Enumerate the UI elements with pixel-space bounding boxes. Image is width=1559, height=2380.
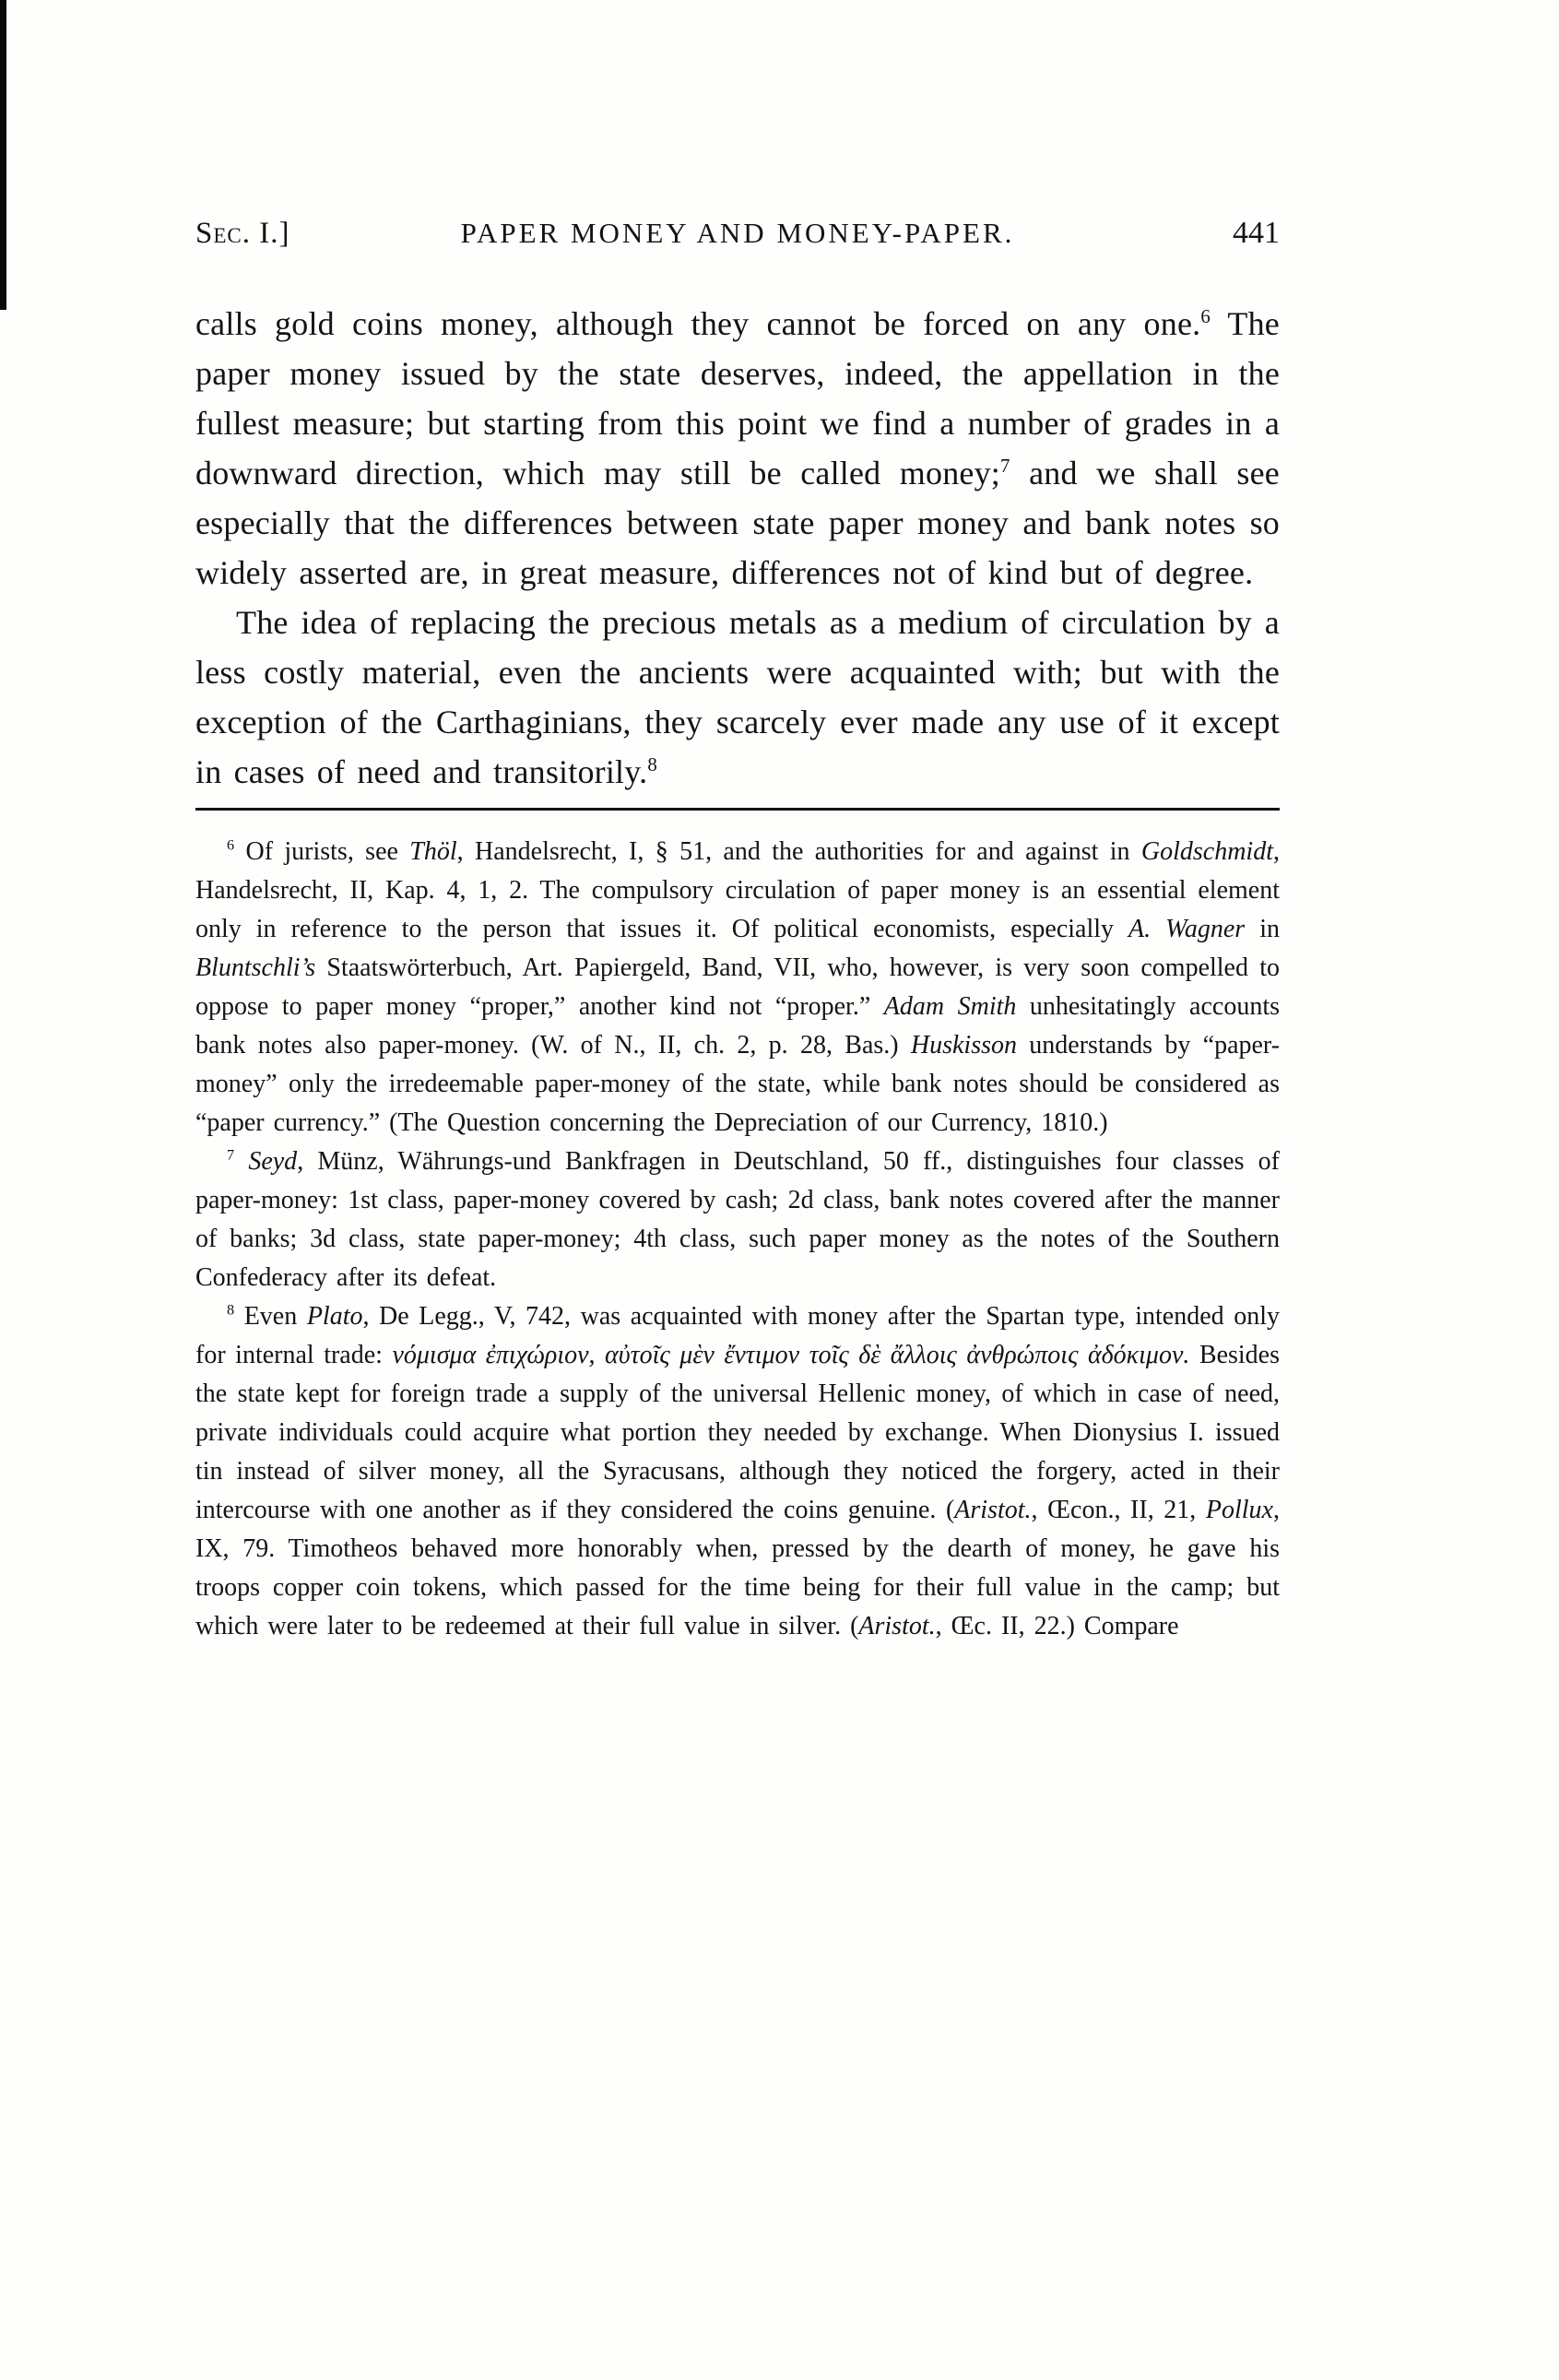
- page-content: [195, 216, 1280, 1646]
- body-paragraph-2: The idea of replacing the precious metals as a medium of circulation by a less costly material, even the ancients were acquainted with; but with the exception of the Carthaginians, they scarcely ever made any use of it except in cases of need and transitorily.$^8$: [195, 604, 1280, 790]
- footnote-rule: [195, 808, 1280, 811]
- footnote-8: $^8$ Even Plato, De Legg., V, 742, was acquainted with money after the Spartan type, intended only for internal trade: νόμισμα ἐπιχώριον, αὐτοῖς μὲν ἔντιμον τοῖς δὲ ἄλλοις ἀνθρώποις ἀδόκιμον. Besides the state kept for foreign trade a supply of the universal Hellenic money, of which in case of need, private individuals could acquire what portion they needed by exchange. When Dionysius I. issued tin instead of silver money, all the Syracusans, although they noticed the forgery, acted in their intercourse with one another as if they considered the coins genuine. (Aristot., Œcon., II, 21, Pollux, IX, 79. Timotheos behaved more honorably when, pressed by the dearth of money, he gave his troops copper coin tokens, which passed for the time being for their full value in the camp; but which were later to be redeemed at their full value in silver. (Aristot., Œc. II, 22.) Compare: [195, 1301, 1281, 1640]
- footnote-6: $^6$ Of jurists, see Thöl, Handelsrecht, I, § 51, and the authorities for and against in Goldschmidt, Handelsrecht, II, Kap. 4, 1, 2. The compulsory circulation of paper money is an essential element only in reference to the person that issues it. Of political economists, especially A. Wagner in Bluntschli’s Staatswörterbuch, Art. Papiergeld, Band, VII, who, however, is very soon compelled to oppose to paper money “proper,” another kind not “proper.” Adam Smith unhesitatingly accounts bank notes also paper-money. (W. of N., II, ch. 2, p. 28, Bas.) Huskisson understands by “paper-money” only the irredeemable paper-money of the state, while bank notes should be considered as “paper currency.” (The Question concerning the Depreciation of our Currency, 1810.): [195, 836, 1281, 1137]
- body-paragraph-1: calls gold coins money, although they cannot be forced on any one.$^6$ The paper money issued by the state deserves, indeed, the appellation in the fullest measure; but starting from this point we find a number of grades in a downward direction, which may still be called money;$^7$ and we shall see especially that the differences between state paper money and bank notes so widely asserted are, in great measure, differences not of kind but of degree.: [195, 305, 1280, 591]
- footnote-7: $^7$ Seyd, Münz, Währungs-und Bankfragen in Deutschland, 50 ff., distinguishes four classes of paper-money: 1st class, paper-money covered by cash; 2d class, bank notes covered after the manner of banks; 3d class, state paper-money; 4th class, such paper money as the notes of the Southern Confederacy after its defeat.: [195, 1146, 1281, 1292]
- page-number: 441: [1233, 216, 1280, 250]
- running-title: PAPER MONEY AND MONEY-PAPER.: [460, 217, 1015, 249]
- scan-edge-artifact: [0, 0, 6, 310]
- section-label: Sec. I.]: [195, 217, 290, 250]
- footnotes-section: [195, 833, 1280, 1646]
- page-header: [195, 216, 1280, 251]
